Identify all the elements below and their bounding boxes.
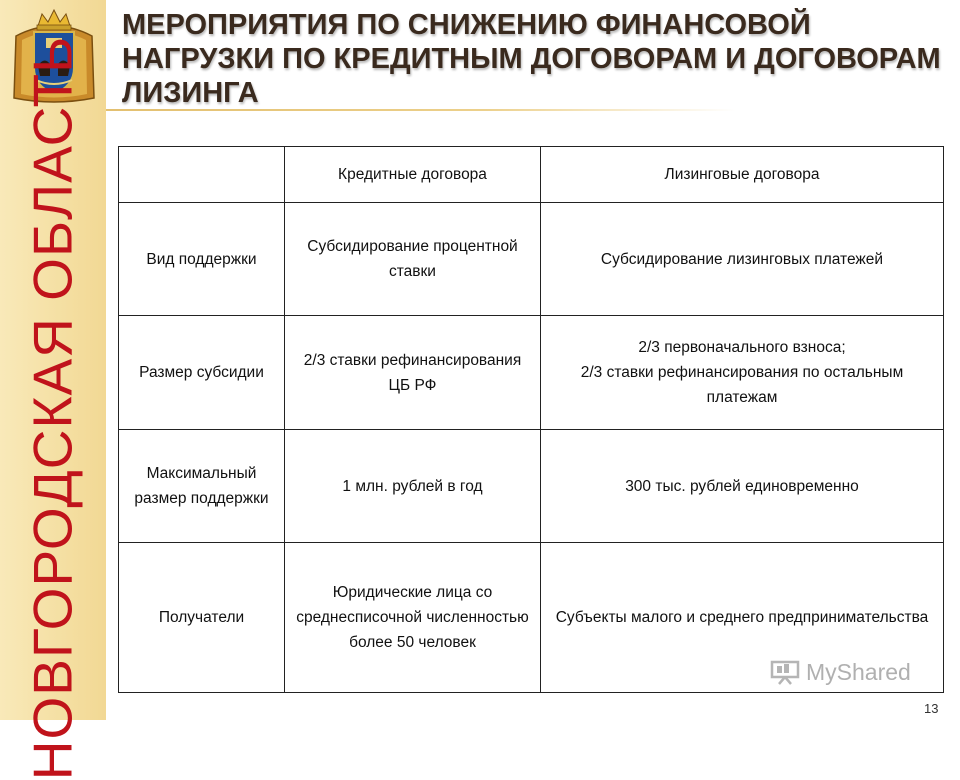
credit-cell: Юридические лица со среднесписочной численностью более 50 человек bbox=[285, 543, 541, 693]
header-credit: Кредитные договора bbox=[285, 147, 541, 203]
row-label: Размер субсидии bbox=[119, 316, 285, 430]
row-label: Вид поддержки bbox=[119, 203, 285, 316]
page-number: 13 bbox=[924, 701, 939, 716]
leasing-line: 300 тыс. рублей единовременно bbox=[625, 477, 859, 495]
presentation-icon bbox=[770, 659, 800, 685]
credit-cell: 2/3 ставки рефинансирования ЦБ РФ bbox=[285, 316, 541, 430]
table-header-row bbox=[119, 147, 944, 203]
slide-title: МЕРОПРИЯТИЯ ПО СНИЖЕНИЮ ФИНАНСОВОЙ НАГРУЗКИ ПО КРЕДИТНЫМ ДОГОВОРАМ И ДОГОВОРАМ ЛИЗИНГА bbox=[122, 9, 941, 109]
region-name: НОВГОРОДСКАЯ ОБЛАСТЬ bbox=[21, 35, 84, 780]
table-row bbox=[119, 316, 944, 430]
support-measures-table bbox=[118, 146, 944, 693]
leasing-cell bbox=[541, 203, 944, 316]
header-cell-empty bbox=[119, 147, 285, 203]
row-label: Максимальный размер поддержки bbox=[119, 430, 285, 543]
leasing-cell bbox=[541, 316, 944, 430]
leasing-cell bbox=[541, 430, 944, 543]
credit-cell: Субсидирование процентной ставки bbox=[285, 203, 541, 316]
watermark-text: MyShared bbox=[806, 659, 911, 685]
table-row bbox=[119, 430, 944, 543]
row-label: Получатели bbox=[119, 543, 285, 693]
header-leasing: Лизинговые договора bbox=[541, 147, 944, 203]
credit-cell: 1 млн. рублей в год bbox=[285, 430, 541, 543]
table-row bbox=[119, 203, 944, 316]
leasing-line: 2/3 ставки рефинансирования по остальным платежам bbox=[580, 364, 904, 406]
title-underline bbox=[106, 109, 736, 111]
leasing-line: Субсидирование лизинговых платежей bbox=[600, 250, 884, 268]
sidebar bbox=[0, 0, 106, 780]
leasing-line: Субъекты малого и среднего предпринимательства bbox=[555, 609, 929, 626]
leasing-line: 2/3 первоначального взноса; bbox=[638, 339, 846, 356]
region-label bbox=[0, 35, 106, 780]
watermark bbox=[770, 656, 930, 690]
